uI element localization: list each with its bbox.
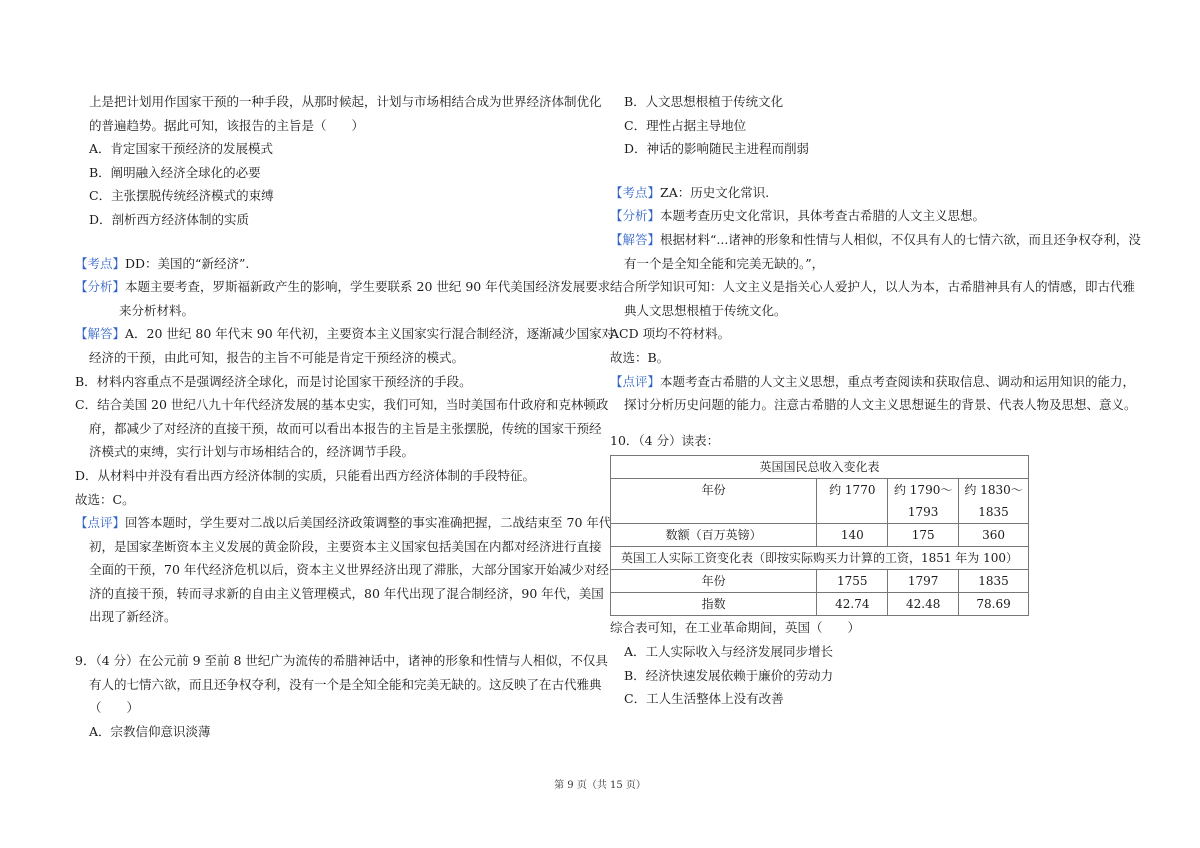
dianping-tag: 【点评】 [610,373,661,389]
q9-stem-line-2: 有人的七情六欲，而且还争权夺利，没有一个是全知全能和完美无缺的。这反映了在古代雅典 [89,676,602,692]
table-cell-amount-1: 140 [817,524,888,547]
q8-option-b: B．阐明融入经济全球化的必要 [89,164,261,180]
table-cell-index-label: 指数 [611,593,817,616]
q9-option-a: A．宗教信仰意识淡薄 [89,723,211,739]
jieda-text: A．20 世纪 80 年代末 90 年代初，主要资本主义国家实行混合制经济，逐渐减少国家对 [125,326,615,342]
q10-option-a: A．工人实际收入与经济发展同步增长 [624,643,834,659]
q10-table [610,455,1029,616]
table-cell-wage-year-3: 1835 [959,570,1029,593]
q10-question: 综合表可知，在工业革命期间，英国（ ） [610,620,861,636]
q9-jieda [610,228,1141,252]
q10-option-c: C．工人生活整体上没有改善 [624,691,784,707]
table-cell-index-1: 42.74 [817,593,888,616]
q8-intro-line-2: 的普遍趋势。据此可知，该报告的主旨是（ ） [89,117,365,133]
q8-kaodian [75,252,595,276]
q9-option-c: C．理性占据主导地位 [624,117,747,133]
q8-fenxi [75,275,611,299]
jieda-text: 根据材料“...诸神的形象和性情与人相似，不仅具有人的七情六欲，而且还争权夺利，没 [660,231,1141,247]
q8-jieda-b: B．材料内容重点不是强调经济全球化，而是讨论国家干预经济的手段。 [75,373,472,389]
q8-jieda [75,322,615,346]
kaodian-text: ZA：历史文化常识. [660,184,770,200]
fenxi-tag: 【分析】 [75,279,126,295]
kaodian-tag: 【考点】 [75,255,126,271]
q10-stem: 10．（4 分）读表： [610,432,720,448]
fenxi-text: 本题考查历史文化常识，具体考查古希腊的人文主义思想。 [660,208,986,224]
q9-fenxi [610,204,1130,228]
year-3-line-2: 1835 [978,505,1009,520]
q9-jieda-line-2: 有一个是全知全能和完美无缺的。”， [624,255,825,271]
year-3-line-1: 约 1830～ [964,483,1023,498]
table-cell-year-label: 年份 [611,479,817,524]
right-column [610,90,1141,711]
dianping-text: 回答本题时，学生要对二战以后美国经济政策调整的事实准确把握，二战结束至 70 年代 [125,515,612,531]
q8-jieda-line-2: 经济的干预，由此可知，报告的主旨不可能是肯定干预经济的模式。 [89,349,465,365]
q8-jieda-c-3: 济模式的束缚，实行计划与市场相结合的，经济调节手段。 [89,444,415,460]
q8-jieda-c-2: 府，都减少了对经济的直接干预，故而可以看出本报告的主旨是主张摆脱，传统的国家干预经 [89,420,602,436]
dianping-text: 本题考查古希腊的人文主义思想，重点考查阅读和获取信息、调动和运用知识的能力， [660,373,1136,389]
q10-option-b: B．经济快速发展依赖于廉价的劳动力 [624,667,834,683]
kaodian-text: DD：美国的“新经济”. [125,255,250,271]
q8-dianping-line-2: 初，是国家垄断资本主义发展的黄金阶段，主要资本主义国家包括美国在内都对经济进行直接 [89,538,602,554]
dianping-tag: 【点评】 [75,515,126,531]
q9-option-d: D．神话的影响随民主进程而削弱 [624,141,810,157]
table-cell-year-3 [959,479,1029,524]
jieda-tag: 【解答】 [610,231,661,247]
q9-jieda-line-4: 典人文思想根植于传统文化。 [624,302,787,318]
q9-answer: 故选：B。 [610,349,670,365]
q8-option-d: D．剖析西方经济体制的实质 [89,211,250,227]
fenxi-tag: 【分析】 [610,208,661,224]
year-2-line-1: 约 1790～ [893,483,953,498]
q8-fenxi-line-2: 来分析材料。 [119,302,195,318]
q9-stem-line-1: 9．（4 分）在公元前 9 至前 8 世纪广为流传的希腊神话中，诸神的形象和性情与人相似，不仅具 [75,653,608,669]
table-title-wages: 英国工人实际工资变化表（即按实际购买力计算的工资，1851 年为 100） [611,547,1029,570]
q8-dianping-line-3: 全面的干预，70 年代经济危机以后，资本主义世界经济出现了滞胀，大部分国家开始减少对经 [89,562,609,578]
q8-option-a: A．肯定国家干预经济的发展模式 [89,141,274,157]
table-cell-index-3: 78.69 [959,593,1029,616]
q9-option-b: B．人文思想根植于传统文化 [624,94,784,109]
q8-jieda-c-1: C．结合美国 20 世纪八九十年代经济发展的基本史实，我们可知，当时美国布什政府和克林顿政 [75,397,609,413]
jieda-tag: 【解答】 [75,326,126,342]
q9-stem-line-3: （ ） [89,700,140,716]
year-2-line-2: 1793 [907,505,939,520]
q9-jieda-line-3: 结合所学知识可知：人文主义是指关心人爱护人，以人为本，古希腊神具有人的情感，即古代雅 [610,279,1136,295]
table-cell-year-label-2: 年份 [611,570,817,593]
table-cell-index-2: 42.48 [888,593,959,616]
table-cell-wage-year-1: 1755 [817,570,888,593]
kaodian-tag: 【考点】 [610,184,661,200]
q8-dianping [75,511,612,535]
q8-option-c: C．主张摆脱传统经济模式的束缚 [89,188,274,204]
table-cell-year-1: 约 1770 [817,479,888,524]
fenxi-text: 本题主要考查，罗斯福新政产生的影响，学生要联系 20 世纪 90 年代美国经济发展要求 [125,279,611,295]
q9-kaodian [610,181,1130,205]
table-cell-amount-2: 175 [888,524,959,547]
table-cell-amount-3: 360 [959,524,1029,547]
q9-dianping-line-2: 探讨分析历史问题的能力。注意古希腊的人文主义思想诞生的背景、代表人物及思想、意义。 [624,397,1137,413]
q8-answer: 故选：C。 [75,491,135,507]
q8-intro-line-1: 上是把计划用作国家干预的一种手段，从那时候起，计划与市场相结合成为世界经济体制优化 [89,94,602,109]
table-cell-wage-year-2: 1797 [888,570,959,593]
q9-dianping [610,370,1136,394]
page-footer: 第 9 页（共 15 页） [554,780,646,791]
q8-dianping-line-4: 济的直接干预，转而寻求新的自由主义管理模式，80 年代出现了混合制经济，90 年代，美国 [89,585,604,601]
table-cell-year-2 [888,479,959,524]
q8-jieda-d: D．从材料中并没有看出西方经济体制的实质，只能看出西方经济体制的手段特征。 [75,467,536,483]
q8-dianping-line-5: 出现了新经济。 [89,609,177,625]
left-column [75,90,615,743]
table-title-income: 英国国民总收入变化表 [611,456,1029,479]
q9-jieda-line-5: ACD 项均不符材料。 [610,326,731,342]
table-cell-amount-label: 数额（百万英镑） [611,524,817,547]
